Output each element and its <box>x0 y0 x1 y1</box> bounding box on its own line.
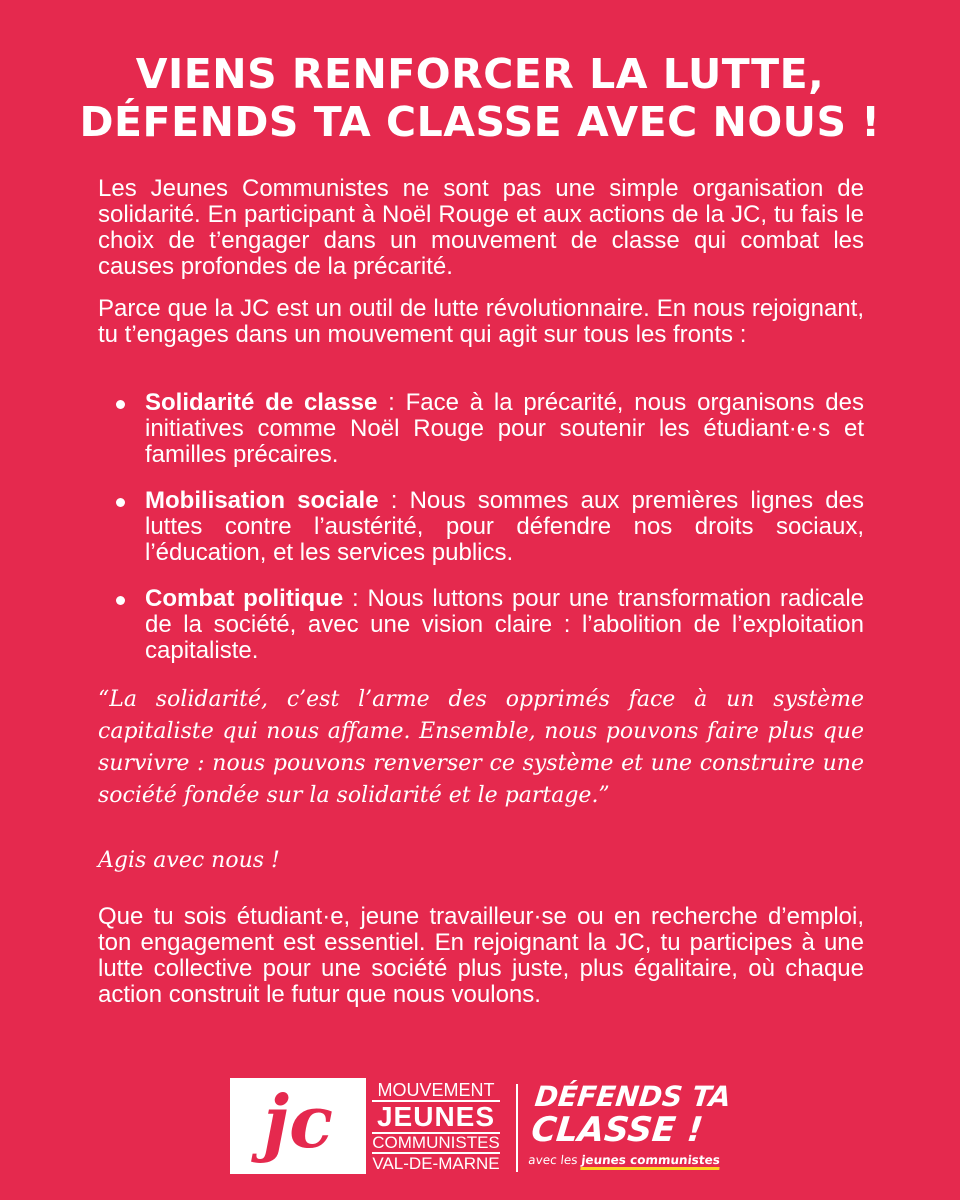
tagline-highlight: jeunes communistes <box>580 1153 720 1170</box>
bullet-text: : Face à la précarité, nous organisons des initiatives comme Noël Rouge pour soutenir les étudiant·e·s et familles précaires. <box>145 389 864 468</box>
call-to-action: Agis avec nous ! <box>98 848 280 873</box>
bullet-label: Combat politique <box>145 585 344 612</box>
campaign-tagline <box>527 1152 729 1168</box>
list-item <box>112 488 864 566</box>
bullet-text: : Nous luttons pour une transformation radicale de la société, avec une vision claire : l’abolition de l’exploitation capitaliste. <box>145 585 865 664</box>
bullet-dot-icon <box>116 400 125 409</box>
footer-logos <box>230 1078 750 1178</box>
list-item <box>112 390 864 468</box>
wordmark-line-3: COMMUNISTES <box>372 1133 500 1152</box>
campaign-line-1: DÉFENDS TA <box>533 1080 733 1113</box>
campaign-line-2: CLASSE ! <box>529 1110 705 1150</box>
bullet-label: Mobilisation sociale <box>145 487 379 514</box>
intro-paragraph-2: Parce que la JC est un outil de lutte révolutionnaire. En nous rejoignant, tu t’engages dans un mouvement qui agit sur tous les fronts : <box>98 295 864 348</box>
jc-logo-letters: jc <box>263 1079 333 1164</box>
mjc-wordmark <box>372 1080 500 1174</box>
wordmark-line-2: JEUNES <box>376 1101 496 1132</box>
bullet-text: : Nous sommes aux premières lignes des luttes contre l’austérité, pour défendre nos droits sociaux, l’éducation, et les services publics. <box>145 487 864 566</box>
fronts-list <box>112 390 864 684</box>
bullet-dot-icon <box>116 596 125 605</box>
tagline-prefix: avec les <box>527 1153 583 1167</box>
jc-logo <box>230 1078 366 1174</box>
list-item <box>112 586 864 664</box>
campaign-logo <box>527 1082 736 1168</box>
wordmark-line-1: MOUVEMENT <box>372 1080 500 1102</box>
closing-paragraph: Que tu sois étudiant·e, jeune travailleur·se ou en recherche d’emploi, ton engagement est essentiel. En rejoignant la JC, tu participes à une lutte collective pour une société plus juste, plus égalitaire, où chaque action construit le futur que nous voulons. <box>98 903 864 1008</box>
intro-paragraph-1: Les Jeunes Communistes ne sont pas une simple organisation de solidarité. En participant à Noël Rouge et aux actions de la JC, tu fais le choix de t’engager dans un mouvement de classe qui combat les causes profondes de la précarité. <box>98 175 864 280</box>
bullet-dot-icon <box>116 498 125 507</box>
footer-divider <box>516 1084 518 1172</box>
bullet-label: Solidarité de classe <box>145 389 378 416</box>
page-title <box>60 50 900 146</box>
quote: “La solidarité, c’est l’arme des opprimés face à un système capitaliste qui nous affame. Ensemble, nous pouvons faire plus que survivre : nous pouvons renverser ce système et une construire une société fondée sur la solidarité et le partage.” <box>98 687 864 808</box>
wordmark-line-4: VAL-DE-MARNE <box>372 1154 500 1173</box>
title-line-1: VIENS RENFORCER LA LUTTE, <box>135 50 825 98</box>
title-line-2: DÉFENDS TA CLASSE AVEC NOUS ! <box>79 98 881 146</box>
